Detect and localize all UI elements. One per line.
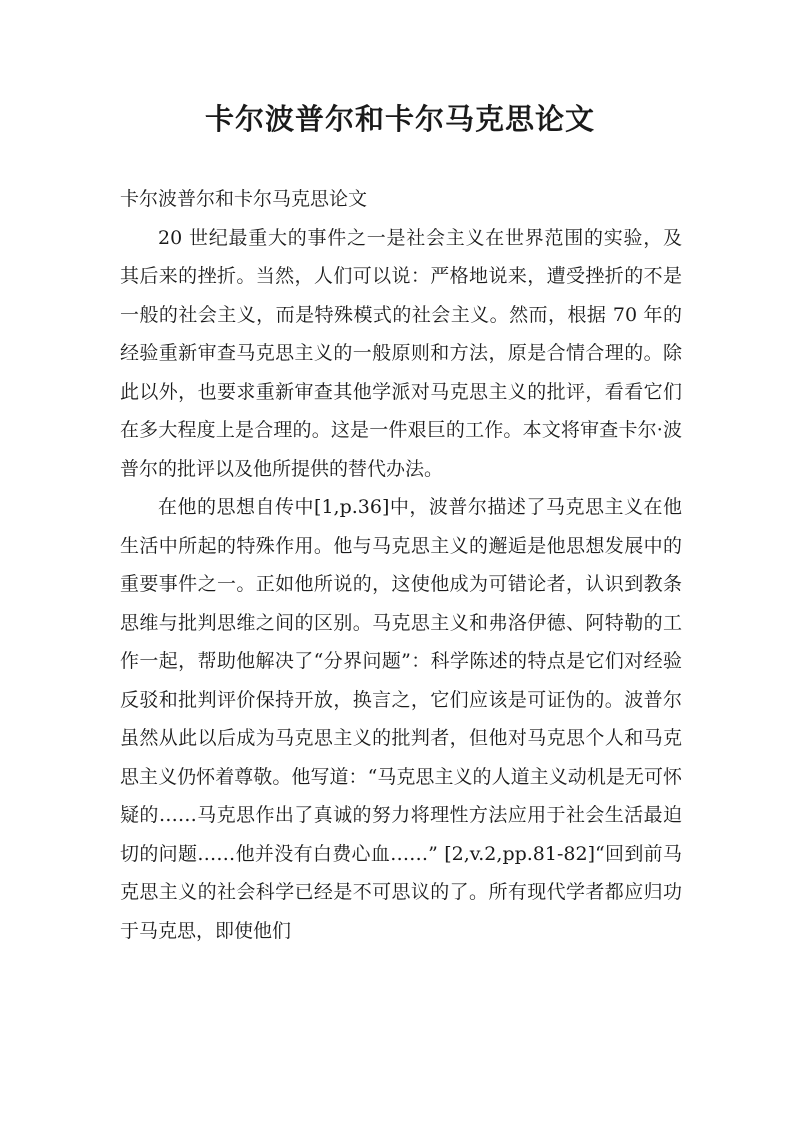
paragraph-1: 20 世纪最重大的事件之一是社会主义在世界范围的实验，及其后来的挫折。当然，人们可以说：严格地说来，遭受挫折的不是一般的社会主义，而是特殊模式的社会主义。然而，根据 70 年的经验重新审查马克思主义的一般原则和方法，原是合情合理的。除此以外，也要求重新审查其他学派对马克思主义的批评，看看它们在多大程度上是合理的。这是一件艰巨的工作。本文将审查卡尔·波普尔的批评以及他所提供的替代办法。 bbox=[120, 226, 682, 480]
document-body bbox=[120, 180, 682, 950]
document-subtitle: 卡尔波普尔和卡尔马克思论文 bbox=[120, 188, 368, 210]
paragraph-2: 在他的思想自传中[1,p.36]中，波普尔描述了马克思主义在他生活中所起的特殊作用。他与马克思主义的邂逅是他思想发展中的重要事件之一。正如他所说的，这使他成为可错论者，认识到教条思维与批判思维之间的区别。马克思主义和弗洛伊德、阿特勒的工作一起，帮助他解决了“分界问题”：科学陈述的特点是它们对经验反驳和批判评价保持开放，换言之，它们应该是可证伪的。波普尔虽然从此以后成为马克思主义的批判者，但他对马克思个人和马克思主义仍怀着尊敬。他写道：“马克思主义的人道主义动机是无可怀疑的……马克思作出了真诚的努力将理性方法应用于社会生活最迫切的问题……他并没有白费心血……” [2,v.2,pp.81-82]“回到前马克思主义的社会科学已经是不可思议的了。所有现代学者都应归功于马克思，即使他们 bbox=[120, 496, 682, 942]
document-title: 卡尔波普尔和卡尔马克思论文 bbox=[204, 102, 595, 136]
